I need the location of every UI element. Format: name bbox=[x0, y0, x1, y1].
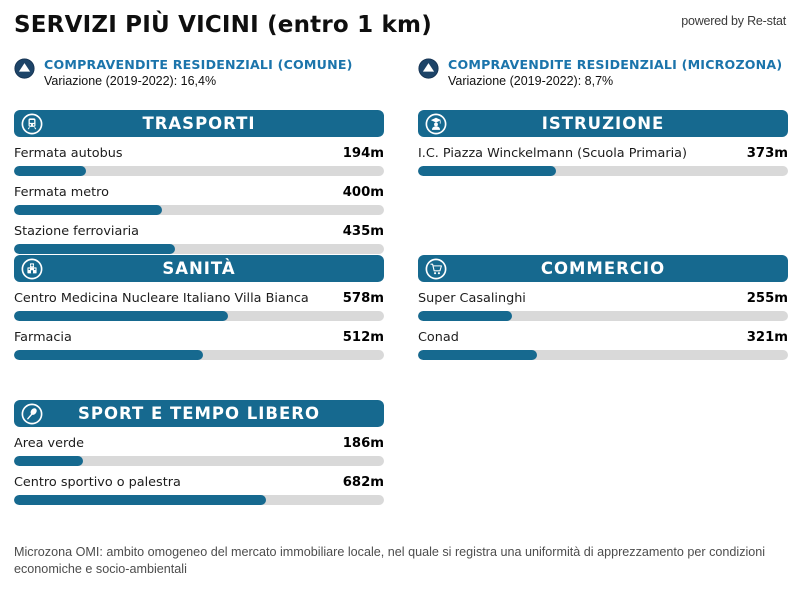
distance-bar-track bbox=[14, 495, 384, 505]
stat-variation: Variazione (2019-2022): 8,7% bbox=[448, 74, 614, 88]
distance-bar-track bbox=[14, 350, 384, 360]
service-distance: 578m bbox=[342, 291, 384, 306]
card-title: TRASPORTI bbox=[142, 114, 256, 133]
stat-microzona bbox=[418, 57, 788, 88]
stat-label: COMPRAVENDITE RESIDENZIALI (COMUNE) bbox=[44, 57, 353, 72]
distance-bar-fill bbox=[418, 350, 537, 360]
racket-icon bbox=[21, 403, 43, 425]
distance-bar-track bbox=[418, 350, 788, 360]
microzona-footnote: Microzona OMI: ambito omogeneo del mercato immobiliare locale, nel quale si registra una uniformità di apprezzamento per condizioni economiche e socio-ambientali bbox=[14, 545, 766, 576]
stat-text bbox=[448, 57, 782, 88]
service-row bbox=[418, 146, 788, 176]
card-title: COMMERCIO bbox=[540, 259, 666, 278]
distance-bar-track bbox=[14, 244, 384, 254]
cart-icon bbox=[425, 258, 447, 280]
service-label: Centro Medicina Nucleare Italiano Villa Bianca bbox=[14, 291, 309, 306]
up-arrow-icon bbox=[14, 58, 35, 79]
train-icon bbox=[21, 113, 43, 135]
service-label: Fermata metro bbox=[14, 185, 109, 200]
service-label: Farmacia bbox=[14, 330, 72, 345]
card-title: SPORT E TEMPO LIBERO bbox=[77, 404, 321, 423]
distance-bar-track bbox=[418, 166, 788, 176]
service-distance: 435m bbox=[342, 224, 384, 239]
service-label: I.C. Piazza Winckelmann (Scuola Primaria) bbox=[418, 146, 687, 161]
service-label: Super Casalinghi bbox=[418, 291, 526, 306]
service-distance: 682m bbox=[342, 475, 384, 490]
distance-bar-fill bbox=[14, 495, 266, 505]
service-distance: 512m bbox=[342, 330, 384, 345]
distance-bar-track bbox=[14, 166, 384, 176]
distance-bar-fill bbox=[14, 205, 162, 215]
service-distance: 255m bbox=[746, 291, 788, 306]
stat-label: COMPRAVENDITE RESIDENZIALI (MICROZONA) bbox=[448, 57, 783, 72]
service-distance: 400m bbox=[342, 185, 384, 200]
distance-bar-fill bbox=[418, 166, 556, 176]
card-title: SANITÀ bbox=[162, 259, 236, 278]
service-label: Stazione ferroviaria bbox=[14, 224, 139, 239]
services-grid bbox=[14, 110, 788, 505]
service-label: Area verde bbox=[14, 436, 84, 451]
service-distance: 373m bbox=[746, 146, 788, 161]
service-distance: 186m bbox=[342, 436, 384, 451]
stat-text bbox=[44, 57, 353, 88]
service-label: Fermata autobus bbox=[14, 146, 123, 161]
card-trasporti bbox=[14, 110, 384, 254]
service-row bbox=[14, 330, 384, 360]
service-row bbox=[418, 330, 788, 360]
service-row bbox=[14, 185, 384, 215]
card-commercio-header bbox=[418, 255, 788, 282]
page-title: SERVIZI PIÙ VICINI (entro 1 km) bbox=[14, 12, 432, 38]
distance-bar-fill bbox=[14, 244, 175, 254]
distance-bar-fill bbox=[14, 350, 203, 360]
market-stats-row bbox=[14, 57, 788, 88]
hospital-icon bbox=[21, 258, 43, 280]
distance-bar-track bbox=[14, 205, 384, 215]
card-istruzione-header bbox=[418, 110, 788, 137]
service-distance: 194m bbox=[342, 146, 384, 161]
service-row bbox=[14, 291, 384, 321]
card-sanita-header bbox=[14, 255, 384, 282]
distance-bar-fill bbox=[14, 456, 83, 466]
graduation-icon bbox=[425, 113, 447, 135]
distance-bar-fill bbox=[14, 166, 86, 176]
card-sanita bbox=[14, 255, 384, 360]
card-title: ISTRUZIONE bbox=[541, 114, 665, 133]
distance-bar-fill bbox=[14, 311, 228, 321]
powered-by-label: powered by Re-stat bbox=[681, 14, 786, 28]
stat-variation: Variazione (2019-2022): 16,4% bbox=[44, 74, 217, 88]
service-distance: 321m bbox=[746, 330, 788, 345]
distance-bar-track bbox=[14, 311, 384, 321]
distance-bar-track bbox=[14, 456, 384, 466]
service-label: Conad bbox=[418, 330, 459, 345]
card-trasporti-header bbox=[14, 110, 384, 137]
service-row bbox=[418, 291, 788, 321]
card-sport-header bbox=[14, 400, 384, 427]
card-commercio bbox=[418, 255, 788, 360]
service-row bbox=[14, 475, 384, 505]
card-sport bbox=[14, 400, 384, 505]
service-row bbox=[14, 146, 384, 176]
distance-bar-fill bbox=[418, 311, 512, 321]
service-row bbox=[14, 436, 384, 466]
distance-bar-track bbox=[418, 311, 788, 321]
card-istruzione bbox=[418, 110, 788, 176]
service-label: Centro sportivo o palestra bbox=[14, 475, 181, 490]
up-arrow-icon bbox=[418, 58, 439, 79]
stat-comune bbox=[14, 57, 384, 88]
service-row bbox=[14, 224, 384, 254]
